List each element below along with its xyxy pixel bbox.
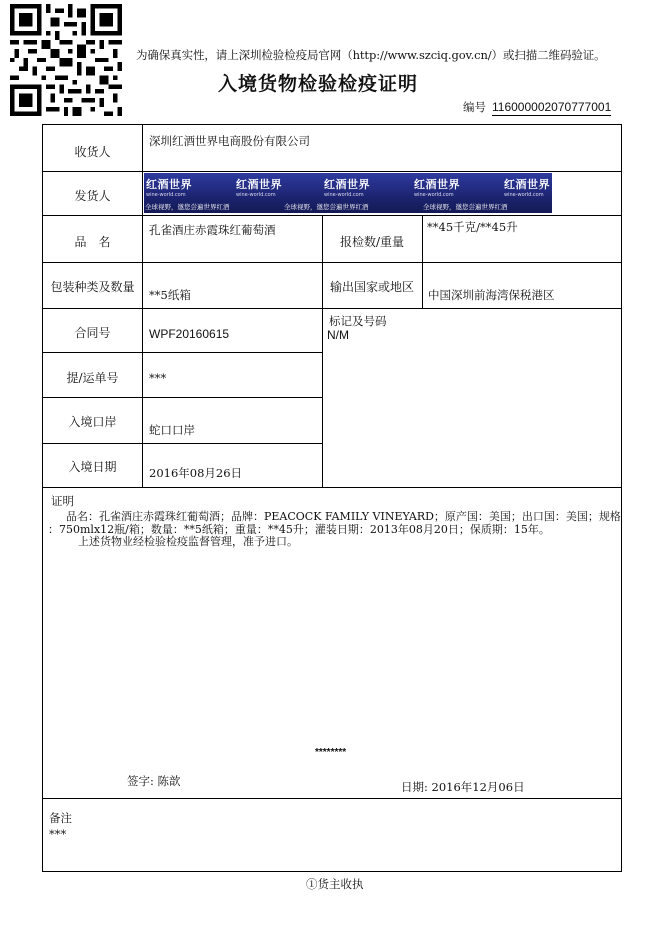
banner-logo-1: 红酒世界 wine-world.com: [146, 178, 192, 198]
contract-label: 合同号: [74, 326, 111, 340]
certificate-line-2: ：750mlx12瓶/箱；数量：**5纸箱；重量：**45升；灌装日期：2013年08月20日；保质期：15年。: [48, 522, 550, 536]
banner-slogan-1: 全球视野，邀您尝遍世界红酒: [145, 203, 230, 211]
product-name-value: 孔雀酒庄赤霞珠红葡萄酒: [149, 223, 276, 237]
banner-slogan-2: 全球视野，邀您尝遍世界红酒: [284, 203, 369, 211]
certificate-label: 证明: [51, 494, 74, 508]
inspection-form: [42, 124, 622, 872]
certificate-number-label: 编号: [463, 100, 486, 114]
packaging-value: **5纸箱: [149, 288, 191, 302]
entry-date-label: 入境日期: [68, 460, 117, 474]
holder-copy-footer: ①货主收执: [306, 877, 364, 891]
quantity-value: **45千克/**45升: [427, 220, 518, 234]
banner-logo-3: 红酒世界 wine-world.com: [324, 178, 370, 198]
certificate-body: [48, 510, 621, 549]
marks-value: N/M: [327, 328, 349, 342]
remarks-value: ***: [49, 827, 67, 841]
certificate-line-3: 上述货物业经检验检疫监督管理，准予进口。: [78, 535, 298, 548]
certificate-number-value: 116000002070777001: [492, 100, 612, 114]
product-name-label: 品 名: [74, 235, 111, 249]
signature: 签字: 陈歆: [127, 774, 181, 788]
qr-code: [10, 4, 122, 116]
verification-notice: 为确保真实性，请上深圳检验检疫局官网（http://www.szciq.gov.cn/）或扫描二维码验证。: [136, 48, 606, 62]
marks-label: 标记及号码: [329, 314, 387, 328]
banner-logo-4: 红酒世界 wine-world.com: [414, 178, 460, 198]
certificate-line-1: 品名：孔雀酒庄赤霞珠红葡萄酒；品牌：PEACOCK FAMILY VINEYARD；原产国：美国；出口国：美国；规格: [66, 510, 621, 523]
certificate-number: [463, 99, 611, 115]
port-value: 蛇口口岸: [149, 423, 195, 437]
consignee-label: 收货人: [74, 145, 111, 159]
bill-label: 提/运单号: [66, 371, 119, 385]
consignor-logo-banner: [144, 173, 552, 213]
consignee-value: 深圳红酒世界电商股份有限公司: [149, 134, 310, 148]
contract-value: WPF20160615: [149, 327, 230, 341]
origin-label: 输出国家或地区: [329, 280, 414, 294]
banner-logo-2: 红酒世界 wine-world.com: [236, 178, 282, 198]
packaging-label: 包装种类及数量: [50, 280, 135, 294]
consignor-label: 发货人: [74, 189, 111, 203]
banner-logo-5: 红酒世界 wine-world.com: [504, 178, 550, 198]
remarks-label: 备注: [49, 811, 72, 825]
entry-date-value: 2016年08月26日: [149, 466, 243, 480]
document-title: 入境货物检验检疫证明: [218, 73, 419, 95]
banner-slogan-3: 全球视野，邀您尝遍世界红酒: [423, 203, 508, 211]
origin-value: 中国深圳前海湾保税港区: [428, 288, 555, 302]
bill-value: ***: [149, 371, 167, 385]
issue-date: 日期: 2016年12月06日: [401, 780, 525, 794]
quantity-label: 报检数/重量: [339, 235, 405, 249]
certificate-stars: ********: [315, 747, 347, 758]
port-label: 入境口岸: [68, 415, 117, 429]
